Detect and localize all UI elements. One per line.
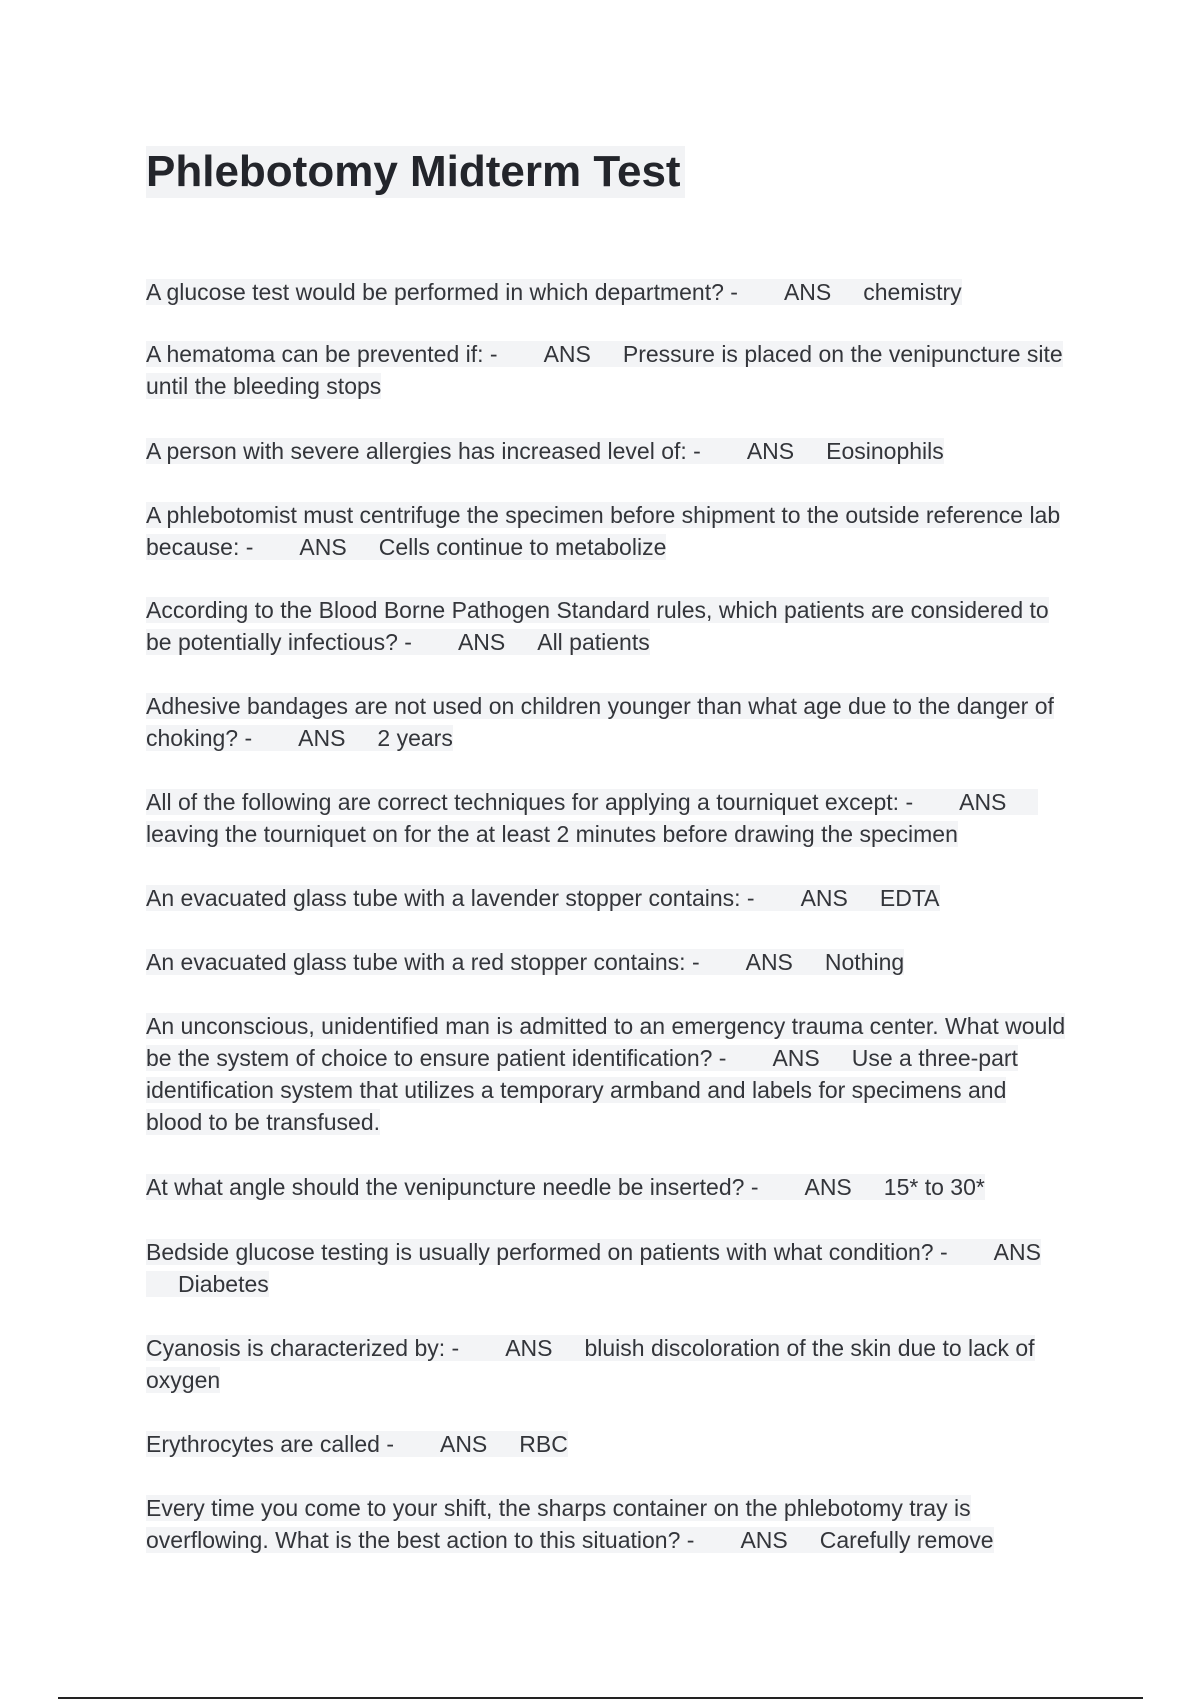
answer-text: Eosinophils [826, 438, 944, 464]
page-bottom-rule [58, 1697, 1143, 1699]
question-text: An evacuated glass tube with a red stopper contains: - [146, 949, 700, 975]
answer-text: Use a three-part identification system that utilizes a temporary armband and labels for specimens and blood to be transfused. [146, 1045, 1018, 1135]
question-text: Cyanosis is characterized by: - [146, 1335, 460, 1361]
qa-item [146, 1010, 1066, 1138]
answer-marker: ANS [439, 1431, 488, 1457]
answer-text: RBC [519, 1431, 568, 1457]
question-text: Adhesive bandages are not used on children younger than what age due to the danger of choking? - [146, 693, 1054, 751]
qa-item [146, 594, 1066, 658]
answer-marker: ANS [804, 1174, 852, 1200]
qa-item [146, 786, 1066, 850]
answer-text: Diabetes [178, 1271, 269, 1297]
question-text: All of the following are correct techniques for applying a tourniquet except: - [146, 789, 914, 815]
question-text: A phlebotomist must centrifuge the specimen before shipment to the outside reference lab because: - [146, 502, 1061, 560]
answer-marker: ANS [505, 1335, 553, 1361]
question-text: According to the Blood Borne Pathogen Standard rules, which patients are considered to be potentially infectious? - [146, 597, 1049, 655]
qa-item [146, 499, 1066, 563]
page-title: Phlebotomy Midterm Test [146, 146, 685, 198]
answer-marker: ANS [959, 789, 1007, 815]
answer-text: bluish discoloration of the skin due to lack of oxygen [146, 1335, 1035, 1393]
question-text: A hematoma can be prevented if: - [146, 341, 498, 367]
answer-marker: ANS [299, 534, 347, 560]
answer-marker: ANS [457, 629, 506, 655]
answer-marker: ANS [993, 1239, 1041, 1265]
answer-marker: ANS [783, 279, 832, 305]
answer-marker: ANS [745, 949, 793, 975]
qa-item [146, 882, 1066, 914]
qa-item [146, 1492, 1066, 1556]
answer-text: 15* to 30* [883, 1174, 985, 1200]
answer-marker: ANS [772, 1045, 820, 1071]
answer-text: All patients [537, 629, 650, 655]
answer-text: leaving the tourniquet on for the at least 2 minutes before drawing the specimen [146, 821, 958, 847]
answer-text: Pressure is placed on the venipuncture site until the bleeding stops [146, 341, 1063, 399]
qa-item [146, 435, 1066, 467]
question-text: Erythrocytes are called - [146, 1431, 394, 1457]
question-text: A glucose test would be performed in which department? - [146, 279, 738, 305]
answer-marker: ANS [543, 341, 591, 367]
answer-text: Cells continue to metabolize [378, 534, 667, 560]
answer-text: chemistry [863, 279, 962, 305]
qa-item [146, 1332, 1066, 1396]
question-text: Bedside glucose testing is usually performed on patients with what condition? - [146, 1239, 948, 1265]
answer-text: Carefully remove [819, 1527, 994, 1553]
answer-marker: ANS [746, 438, 795, 464]
answer-text: 2 years [377, 725, 453, 751]
qa-item [146, 946, 1066, 978]
answer-marker: ANS [298, 725, 346, 751]
question-text: An unconscious, unidentified man is admitted to an emergency trauma center. What would be the system of choice to ensure patient identification? - [146, 1013, 1066, 1071]
qa-item [146, 276, 1066, 308]
question-text: Every time you come to your shift, the sharps container on the phlebotomy tray is overflowing. What is the best action to this situation? - [146, 1495, 971, 1553]
question-text: At what angle should the venipuncture needle be inserted? - [146, 1174, 759, 1200]
qa-item [146, 690, 1066, 754]
answer-text: Nothing [824, 949, 905, 975]
question-text: A person with severe allergies has increased level of: - [146, 438, 701, 464]
answer-marker: ANS [740, 1527, 788, 1553]
qa-item [146, 1428, 1066, 1460]
answer-marker: ANS [800, 885, 848, 911]
answer-text: EDTA [879, 885, 940, 911]
qa-item [146, 1171, 1066, 1203]
qa-item [146, 338, 1066, 402]
question-text: An evacuated glass tube with a lavender stopper contains: - [146, 885, 755, 911]
qa-item [146, 1236, 1066, 1300]
